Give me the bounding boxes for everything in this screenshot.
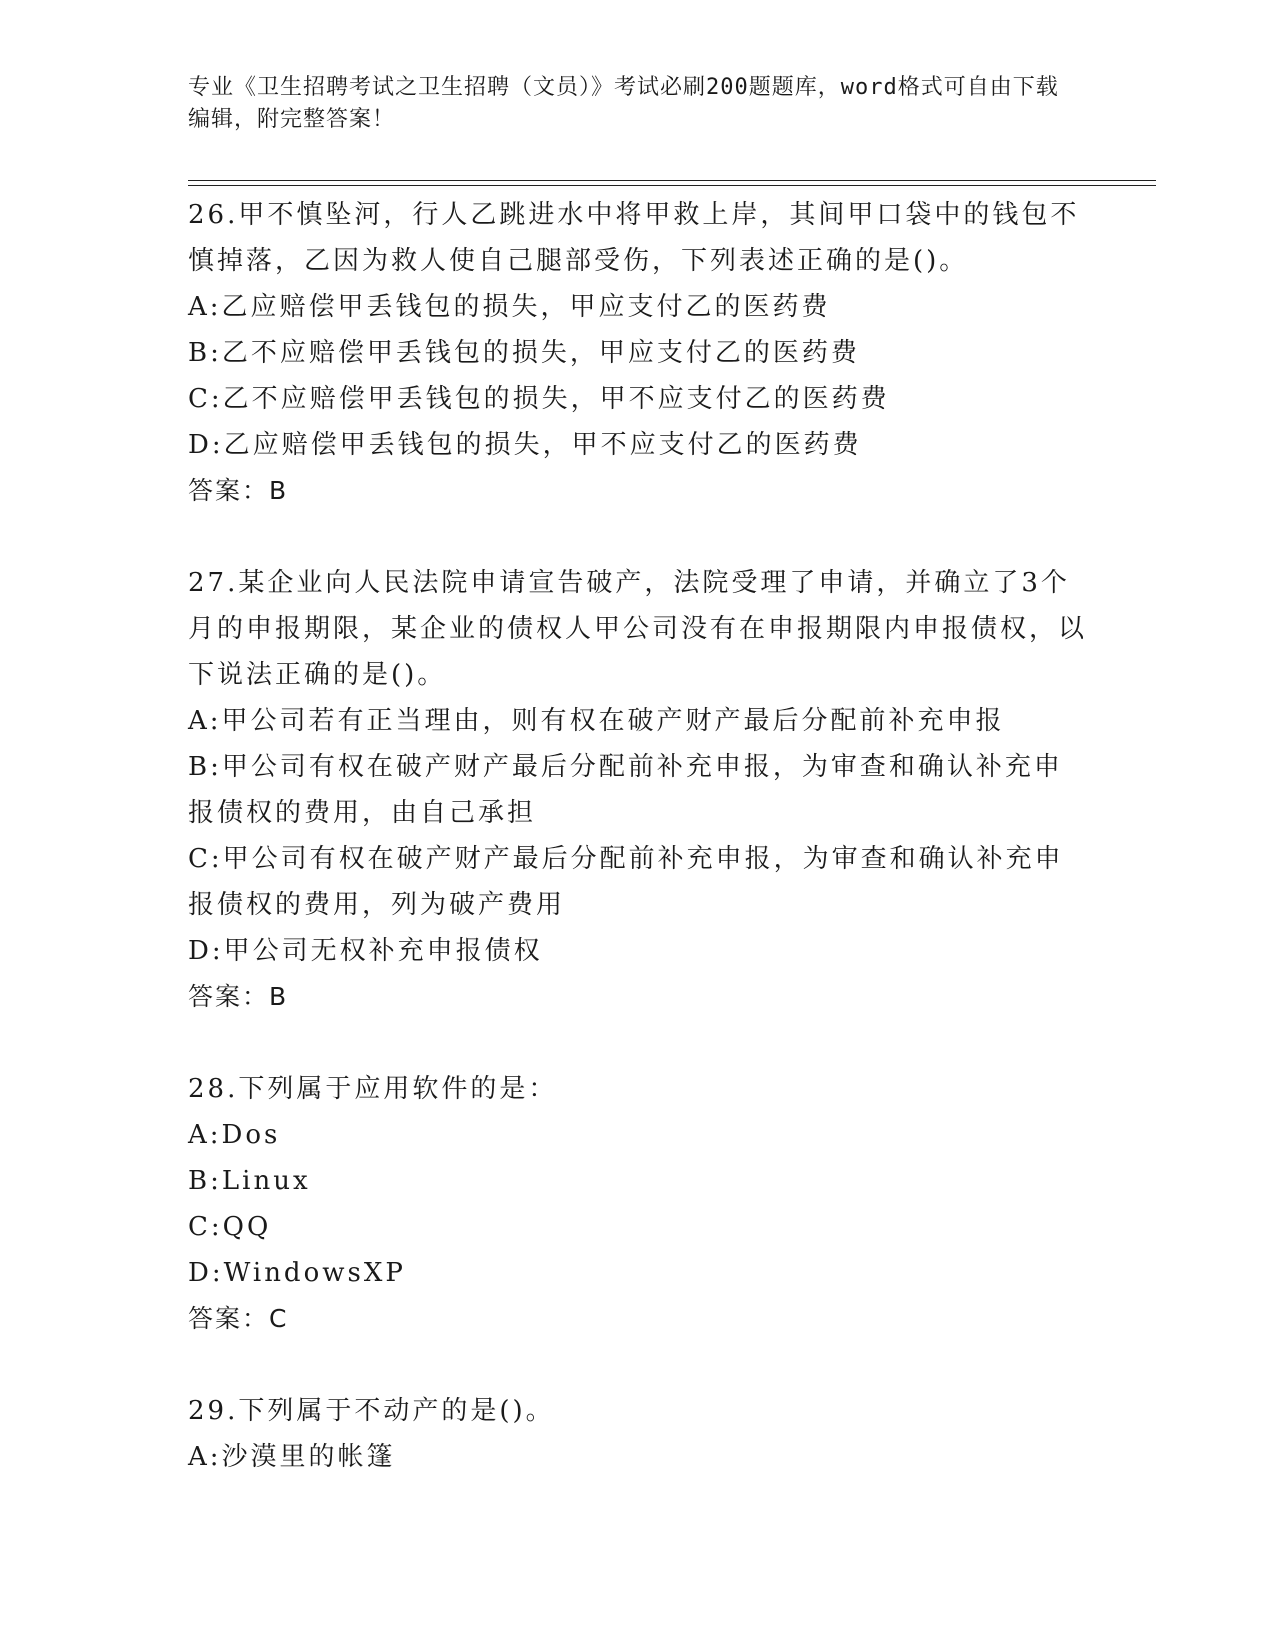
question-stem: 28.下列属于应用软件的是： [188,1074,558,1104]
question-stem: 26.甲不慎坠河，行人乙跳进水中将甲救上岸，其间甲口袋中的钱包不慎掉落，乙因为救人使自己腿部受伤，下列表述正确的是()。 [188,200,1080,276]
document-header: 专业《卫生招聘考试之卫生招聘（文员）》考试必刷200题题库，word格式可自由下载编辑，附完整答案！ [188,75,1059,132]
option-b: B:Linux [188,1166,311,1196]
question-27 [188,560,1088,1020]
option-a: A:Dos [188,1120,281,1150]
question-29 [188,1388,1088,1480]
option-c: C:乙不应赔偿甲丢钱包的损失，甲不应支付乙的医药费 [188,384,890,414]
question-28 [188,1066,1088,1342]
option-b: B:乙不应赔偿甲丢钱包的损失，甲应支付乙的医药费 [188,338,860,368]
question-stem: 29.下列属于不动产的是()。 [188,1396,555,1426]
option-a: A:沙漠里的帐篷 [188,1442,396,1472]
question-stem: 27.某企业向人民法院申请宣告破产，法院受理了申请，并确立了3个月的申报期限，某企业的债权人甲公司没有在申报期限内申报债权，以下说法正确的是()。 [188,568,1088,690]
option-b: B:甲公司有权在破产财产最后分配前补充申报，为审查和确认补充申报债权的费用，由自己承担 [188,752,1063,828]
header-divider-bottom [188,185,1156,186]
option-c: C:甲公司有权在破产财产最后分配前补充申报，为审查和确认补充申报债权的费用，列为破产费用 [188,844,1064,920]
option-d: D:甲公司无权补充申报债权 [188,936,543,966]
answer: 答案：C [188,1304,289,1333]
answer: 答案：B [188,476,289,505]
option-d: D:WindowsXP [188,1258,406,1288]
option-d: D:乙应赔偿甲丢钱包的损失，甲不应支付乙的医药费 [188,430,862,460]
option-a: A:甲公司若有正当理由，则有权在破产财产最后分配前补充申报 [188,706,1005,736]
answer: 答案：B [188,982,289,1011]
option-a: A:乙应赔偿甲丢钱包的损失，甲应支付乙的医药费 [188,292,831,322]
header-divider-top [188,180,1156,181]
option-c: C:QQ [188,1212,272,1242]
question-list [188,192,1088,1480]
question-26 [188,192,1088,514]
